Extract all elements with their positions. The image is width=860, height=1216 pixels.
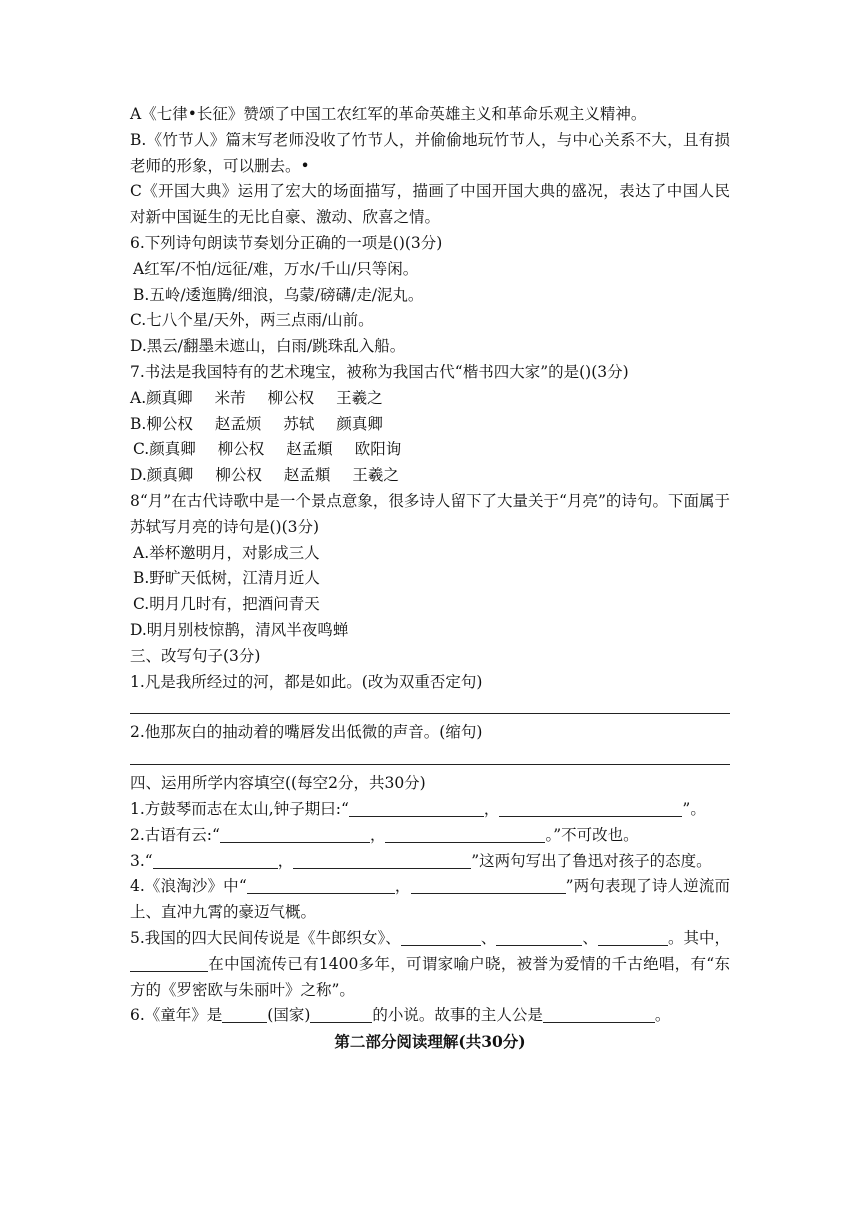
- option-text: 王羲之: [352, 466, 399, 485]
- answer-blank[interactable]: [411, 877, 566, 894]
- exam-page: [130, 102, 730, 1055]
- option-text: 王羲之: [336, 388, 383, 407]
- q8-option-d: D.明月别枝惊鹊，清风半夜鸣蝉: [130, 620, 349, 639]
- question-text: 。”不可改也。: [545, 825, 639, 844]
- question-text: 1.方鼓琴而志在太山,钟子期曰:“: [130, 799, 349, 818]
- option-text: C.颜真卿: [133, 440, 196, 459]
- option-text: 柳公权: [267, 388, 315, 407]
- answer-blank[interactable]: [222, 1006, 267, 1023]
- option-text: 苏轼: [283, 414, 315, 433]
- fill-question-1: [130, 797, 730, 823]
- q7-option-a: [130, 386, 730, 412]
- option-text: 颜真卿: [336, 414, 383, 433]
- option-text: 柳公权: [215, 466, 262, 485]
- fill-question-6: [130, 1003, 730, 1029]
- fill-question-5: [130, 926, 730, 1003]
- answer-blank[interactable]: [153, 852, 278, 869]
- question-text: ，: [277, 851, 294, 870]
- question-text: 。其中，: [667, 928, 730, 947]
- q6-option-a: A红军/不怕/远征/难，万水/千山/只等闲。: [133, 259, 419, 278]
- answer-blank[interactable]: [496, 929, 582, 946]
- answer-line[interactable]: [130, 746, 730, 765]
- question-text: 在中国流传已有1400多年，可谓家喻户晓，被誉为爱情的千古绝唱，有“东方的《罗密欧与朱丽叶》之称”。: [130, 954, 730, 999]
- option-text: 赵孟烦: [214, 414, 262, 433]
- question-text: 4.《浪淘沙》中“: [130, 877, 247, 896]
- question-text: ，: [394, 877, 411, 896]
- question-text: 6.《童年》是: [130, 1006, 223, 1025]
- answer-blank[interactable]: [499, 800, 682, 817]
- option-text: 柳公权: [217, 440, 265, 459]
- question-text: 、: [582, 928, 598, 947]
- q8-option-b: B.野旷天低树，江清月近人: [133, 569, 320, 588]
- answer-blank[interactable]: [385, 826, 545, 843]
- option-text: B.柳公权: [130, 414, 193, 433]
- question-text: ”。: [682, 799, 706, 818]
- answer-blank[interactable]: [293, 852, 471, 869]
- text-line: B.《竹节人》篇末写老师没收了竹节人，并偷偷地玩竹节人，与中心关系不大，且有损老师的形象，可以删去。•: [130, 130, 730, 175]
- text-line: A《七律•长征》赞颂了中国工农红军的革命英雄主义和革命乐观主义精神。: [130, 105, 647, 123]
- option-text: A.颜真卿: [130, 388, 193, 407]
- question-text: ，: [483, 799, 500, 818]
- question-text: 、: [480, 928, 497, 947]
- option-text: D.颜真卿: [130, 466, 194, 485]
- q6-option-c: C.七八个星/天外，两三点雨/山前。: [130, 311, 374, 330]
- question-text: ”两句表现了诗人逆流而上、直冲九霄的豪迈气概。: [130, 877, 730, 922]
- question-6-stem: 6.下列诗句朗读节奏划分正确的一项是()(3分): [130, 233, 443, 252]
- question-7-stem: 7.书法是我国特有的艺术瑰宝，被称为我国古代“楷书四大家”的是()(3分): [130, 362, 629, 381]
- option-text: 赵孟頫: [283, 466, 331, 485]
- question-text: 2.古语有云:“: [130, 825, 220, 844]
- section-4-title: 四、运用所学内容填空((每空2分，共30分): [130, 774, 426, 793]
- answer-blank[interactable]: [543, 1006, 655, 1023]
- part-2-title: 第二部分阅读理解(共30分): [334, 1032, 526, 1052]
- answer-blank[interactable]: [401, 929, 481, 946]
- q8-option-a: A.举杯邀明月，对影成三人: [133, 543, 320, 562]
- option-text: 赵孟頫: [286, 440, 333, 459]
- q7-option-d: [130, 463, 730, 489]
- question-8-stem: 8“月”在古代诗歌中是一个景点意象，很多诗人留下了大量关于“月亮”的诗句。下面属于苏轼写月亮的诗句是()(3分): [130, 491, 730, 536]
- answer-blank[interactable]: [220, 826, 370, 843]
- question-text: ”这两句写出了鲁迅对孩子的态度。: [471, 851, 712, 870]
- option-text: 米芾: [214, 388, 246, 407]
- answer-line[interactable]: [130, 695, 730, 714]
- question-text: 的小说。故事的主人公是: [372, 1006, 543, 1025]
- question-text: 3.“: [130, 851, 153, 870]
- question-text: ，: [369, 825, 386, 844]
- rewrite-question-1: 1.凡是我所经过的河，都是如此。(改为双重否定句): [130, 672, 483, 691]
- answer-blank[interactable]: [130, 955, 208, 972]
- q8-option-c: C.明月几时有，把酒问青天: [133, 595, 320, 614]
- fill-question-2: [130, 823, 730, 849]
- option-text: 欧阳询: [354, 440, 402, 459]
- fill-question-4: [130, 874, 730, 926]
- q7-option-c: [130, 437, 730, 463]
- q6-option-b: B.五岭/逶迤腾/细浪，乌蒙/磅礴/走/泥丸。: [133, 285, 424, 304]
- answer-blank[interactable]: [247, 877, 395, 894]
- section-3-title: 三、改写句子(3分): [130, 646, 261, 665]
- question-text: (国家): [267, 1006, 311, 1025]
- text-line: C《开国大典》运用了宏大的场面描写，描画了中国开国大典的盛况，表达了中国人民对新中国诞生的无比自豪、激动、欣喜之情。: [130, 182, 730, 227]
- q7-option-b: [130, 412, 730, 438]
- answer-blank[interactable]: [349, 800, 484, 817]
- rewrite-question-2: 2.他那灰白的抽动着的嘴唇发出低微的声音。(缩句): [130, 723, 483, 742]
- answer-blank[interactable]: [598, 929, 668, 946]
- question-text: 5.我国的四大民间传说是《牛郎织女》、: [130, 928, 401, 947]
- question-text: 。: [654, 1006, 671, 1025]
- fill-question-3: [130, 849, 730, 875]
- q6-option-d: D.黑云/翻墨未遮山，白雨/跳珠乱入船。: [130, 337, 406, 356]
- answer-blank[interactable]: [310, 1006, 372, 1023]
